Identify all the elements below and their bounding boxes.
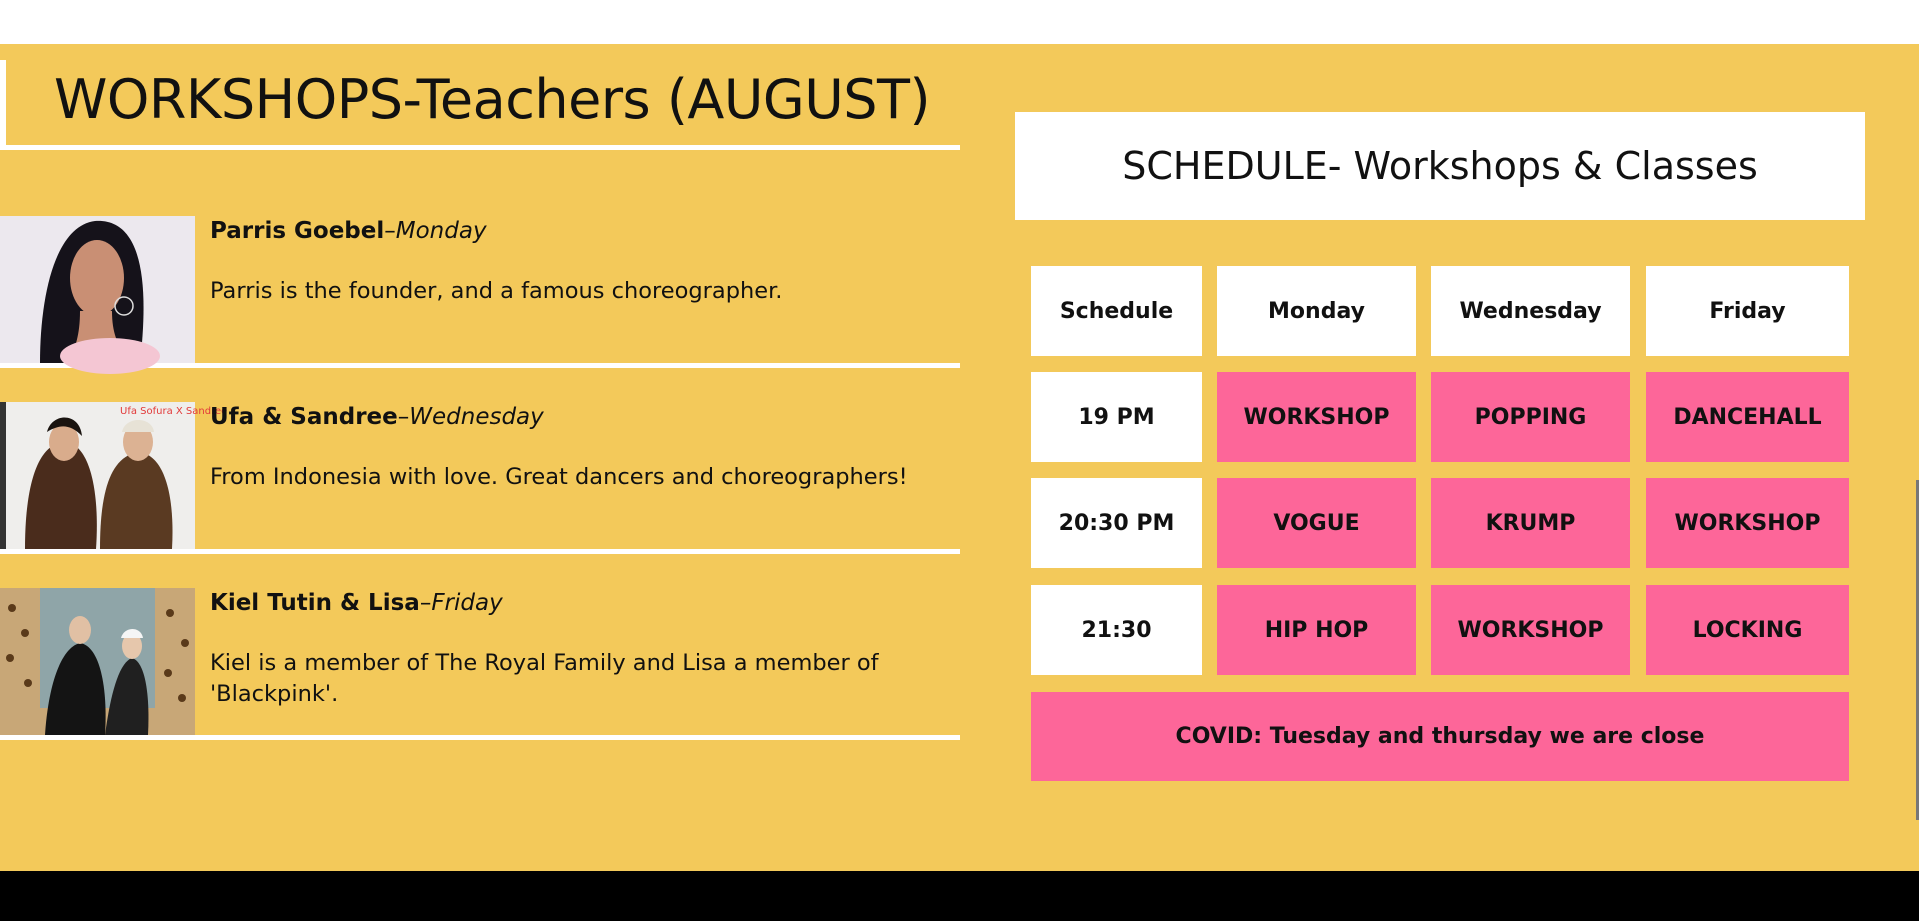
teacher-description: Parris is the founder, and a famous choreographer. [210,278,783,304]
covid-notice: COVID: Tuesday and thursday we are close [1031,692,1849,781]
schedule-class-cell: VOGUE [1217,478,1416,568]
schedule-time-cell: 21:30 [1031,585,1202,675]
schedule-header-cell: Monday [1217,266,1416,356]
teacher-heading [210,404,544,430]
schedule-title: SCHEDULE- Workshops & Classes [1122,144,1758,188]
teacher-day: Friday [431,590,503,616]
teacher-day: Wednesday [409,404,544,430]
name-day-separator: – [384,218,396,244]
photo-caption: Ufa Sofura X Sandree [120,406,228,417]
name-day-separator: – [397,404,410,430]
teacher-name: Kiel Tutin & Lisa [210,590,420,616]
schedule-header-cell: Schedule [1031,266,1202,356]
schedule-class-cell: WORKSHOP [1646,478,1849,568]
teacher-description: From Indonesia with love. Great dancers and choreographers! [210,464,908,490]
footer-bar [0,871,1919,921]
schedule-title-box [1015,112,1865,220]
workshops-title: WORKSHOPS-Teachers (AUGUST) [54,68,931,131]
teacher-card [0,588,960,740]
teacher-description: Kiel is a member of The Royal Family and Lisa a member of 'Blackpink'. [210,650,879,707]
schedule-header-cell: Friday [1646,266,1849,356]
teacher-card [0,402,960,554]
teacher-heading [210,218,487,244]
schedule-class-cell: LOCKING [1646,585,1849,675]
schedule-class-cell: WORKSHOP [1217,372,1416,462]
schedule-class-cell: KRUMP [1431,478,1630,568]
teacher-day: Monday [395,218,487,244]
schedule-class-cell: POPPING [1431,372,1630,462]
teacher-photo-kiel-lisa [0,588,195,735]
workshops-title-block [0,60,960,150]
top-white-bar [0,0,1919,44]
teacher-card [0,216,960,368]
teacher-photo-parris [0,216,195,363]
teacher-name: Ufa & Sandree [210,404,398,430]
schedule-class-cell: HIP HOP [1217,585,1416,675]
schedule-time-cell: 20:30 PM [1031,478,1202,568]
schedule-class-cell: DANCEHALL [1646,372,1849,462]
teacher-photo-ufa-sandree [0,402,228,549]
name-day-separator: – [419,590,432,616]
teacher-heading [210,590,503,616]
teacher-name: Parris Goebel [210,218,385,244]
schedule-header-cell: Wednesday [1431,266,1630,356]
schedule-time-cell: 19 PM [1031,372,1202,462]
schedule-class-cell: WORKSHOP [1431,585,1630,675]
